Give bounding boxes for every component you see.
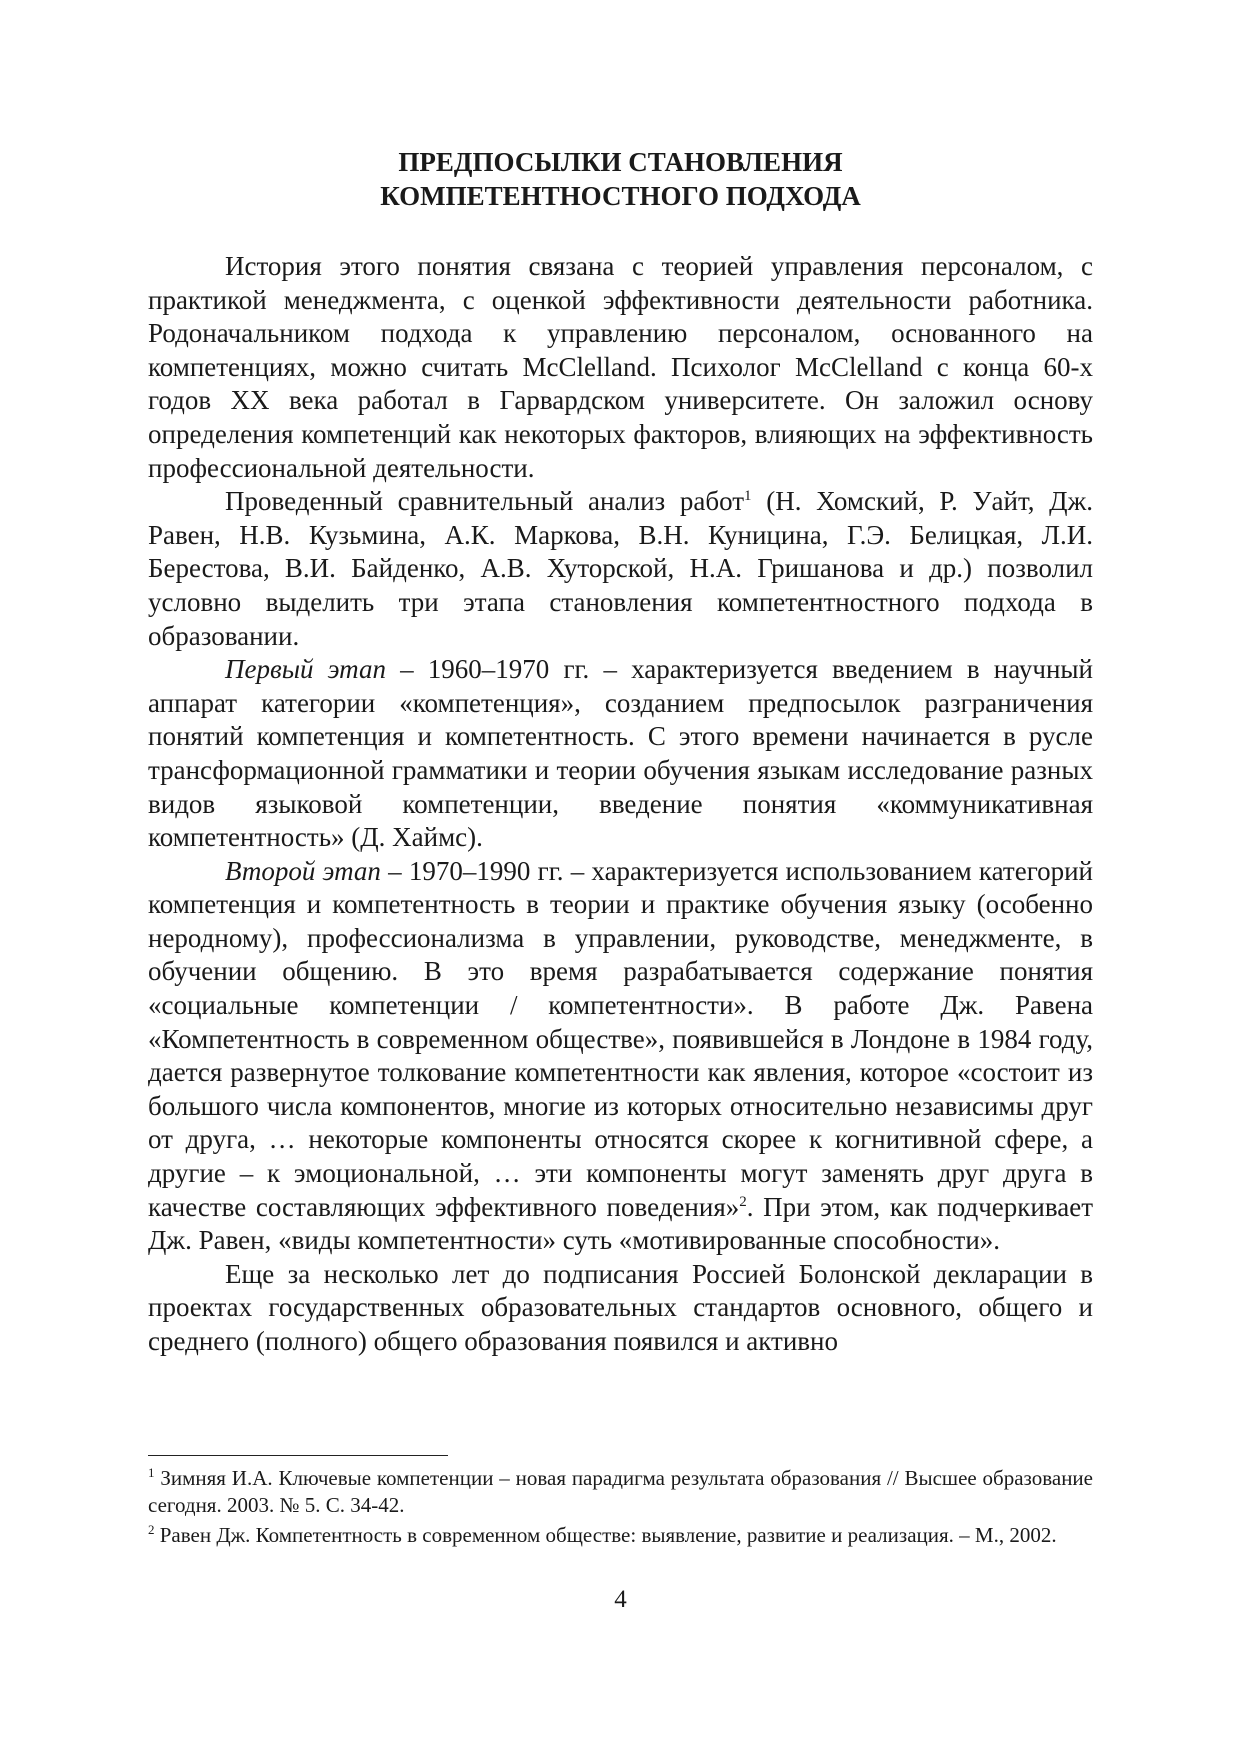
footnote-2 [148,1522,1093,1549]
page-title [148,145,1093,213]
footnote-1 [148,1465,1093,1519]
title-line-2: КОМПЕТЕНТНОСТНОГО ПОДХОДА [380,181,861,211]
paragraph-2 [148,485,1093,653]
title-line-1: ПРЕДПОСЫЛКИ СТАНОВЛЕНИЯ [398,147,843,177]
first-stage-label: Первый этап [225,654,387,685]
paragraph-5: Еще за несколько лет до подписания Россией Болонской декларации в проектах государственных образовательных стандартов основного, общего и среднего (полного) общего образования появился и активно [148,1258,1093,1356]
paragraph-4 [148,855,1093,1258]
paragraph-2-end: (Н. Хомский, Р. Уайт, Дж. Равен, Н.В. Кузьмина, А.К. Маркова, В.Н. Куницина, Г.Э. Белицкая, Л.И. Берестова, В.И. Байденко, А.В. Хуторской, Н.А. Гришанова и др.) позволил условно выделить три этапа становления компетентностного подхода в образовании. [148,486,1093,651]
footnote-ref-1[interactable]: 1 [744,488,752,505]
footnote-ref-2[interactable]: 2 [739,1193,747,1210]
footnote-2-mark: 2 [148,1522,155,1537]
paragraph-4-text: – 1970–1990 гг. – характеризуется использованием категорий компетенция и компетентность в теории и практике обучения языку (особенно неродному), профессионализма в управлении, руководстве, менеджменте, в обучении общению. В это время разрабатывается содержание понятия «социальные компетенции / компетентности». В работе Дж. Равена «Компетентность в современном обществе», появившейся в Лондоне в 1984 году, дается развернутое толкование компетентности как явления, которое «состоит из большого числа компонентов, многие из которых относительно независимы друг от друга, … некоторые компоненты относятся скорее к когнитивной сфере, а другие – к эмоциональной, … эти компоненты могут заменять друг друга в качестве составляющих эффективного поведения» [148,855,1093,1222]
paragraph-3 [148,653,1093,855]
footnote-divider [148,1455,448,1456]
paragraph-3-text: – 1960–1970 гг. – характеризуется введением в научный аппарат категории «компетенция», созданием предпосылок разграничения понятий компетенция и компетентность. С этого времени начинается в русле трансформационной грамматики и теории обучения языкам исследование разных видов языковой компетенции, введение понятия «коммуникативная компетентность» (Д. Хаймс). [148,654,1093,853]
page-number: 4 [614,1586,627,1613]
paragraph-2-start: Проведенный сравнительный анализ работ [225,486,745,517]
footnote-2-text: Равен Дж. Компетентность в современном обществе: выявление, развитие и реализация. – М., 2002. [154,1523,1057,1547]
paragraph-4-end: . При этом, как подчеркивает Дж. Равен, «виды компетентности» суть «мотивированные способности». [148,1191,1094,1256]
footnote-1-mark: 1 [148,1465,155,1480]
body-text [148,250,1093,1359]
paragraph-1: История этого понятия связана с теорией управления персоналом, с практикой менеджмента, с оценкой эффективности деятельности работника. Родоначальником подхода к управлению персоналом, основанного на компетенциях, можно считать McClelland. Психолог McClelland с конца 60-х годов XX века работал в Гарвардском университете. Он заложил основу определения компетенций как некоторых факторов, влияющих на эффективность профессиональной деятельности. [148,251,1093,483]
footnote-1-text: Зимняя И.А. Ключевые компетенции – новая парадигма результата образования // Высшее образование сегодня. 2003. № 5. С. 34-42. [148,1466,1093,1517]
footnotes [148,1465,1093,1552]
second-stage-label: Второй этап [225,855,381,886]
